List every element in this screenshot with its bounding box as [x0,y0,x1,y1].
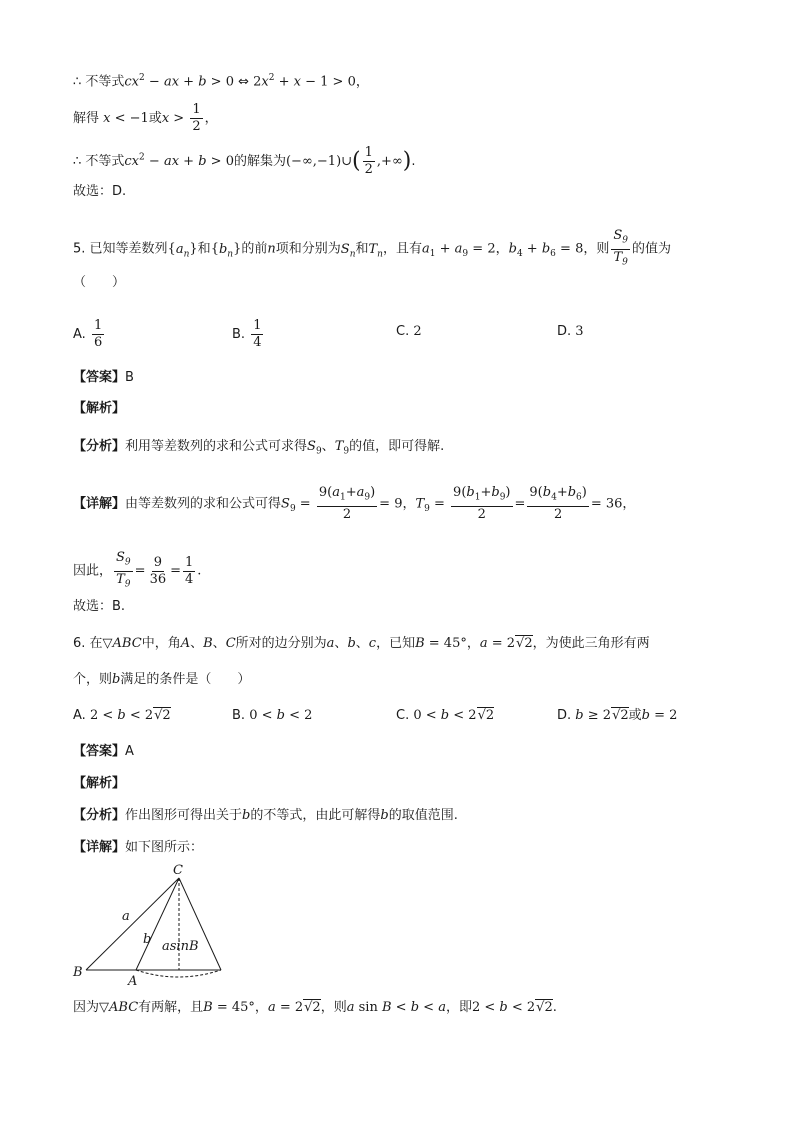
side-c2 [179,878,221,970]
q5-option-a[interactable]: A. $\frac{1}{6}$ [73,318,103,350]
q6-option-b[interactable]: B. 0 < b < 2 [232,708,313,723]
q6-option-a[interactable]: A. 2 < b < 2√2 [73,708,171,723]
q6-fenxi: 【分析】作出图形可得出关于b的不等式，由此可解得b的取值范围. [73,808,458,823]
label-b-vertex: B [73,965,83,980]
arc [136,970,221,977]
q5-answer: 【答案】B [73,370,134,385]
q6-option-c[interactable]: C. 0 < b < 2√2 [396,708,495,723]
q5-option-b[interactable]: B. $\frac{1}{4}$ [232,318,262,350]
solution-line-1: ∴ 不等式$cx^2$ − ax + b > 0 ⇔ $2x^2 + x - 1 > 0$， [73,73,369,90]
solution-line-3: ∴ 不等式$cx^2$ − ax + b > 0的解集为(−∞,−1)∪( $\frac{1}{2}$ ,+∞). [73,145,416,177]
q6-conclusion: 因为▽ABC有两解，且B = 45°，a = 2√2，则a sin B < b < a，即2 < b < 2√2. [73,1000,557,1015]
q5-analysis-tag: 【解析】 [73,401,126,416]
q5-option-d[interactable]: D. 3 [557,324,584,339]
q6-answer: 【答案】A [73,744,134,759]
side-ac [136,878,179,970]
q5-xiangjie: 【详解】由等差数列的求和公式可得$S_9$ = $\frac{9(a_1+a_9)}{2}$ = 9，$T_9$ = $\frac{9(b_1+b_9)}{2}$ = $\frac{9(b_4+b_6)}{2}$ = 36， [73,485,636,522]
question-6-line-2: 个，则b满足的条件是（ ） [73,672,251,687]
label-height: asinB [162,939,199,954]
q6-analysis-tag: 【解析】 [73,776,126,791]
q5-select: 故选：B. [73,599,126,614]
question-5-paren: （ ） [73,275,126,290]
label-a-side: a [122,909,130,924]
label-b-side: b [143,932,152,947]
label-a-vertex: A [128,974,138,988]
solution-line-2: 解得 x < −1或x > $\frac{1}{2}$ ， [73,102,218,134]
q5-therefore: 因此， $\frac{S_9}{T_9}$ = $\frac{9}{36}$ = $\frac{1}{4}$ . [73,550,202,590]
label-c: C [173,863,183,878]
question-5: 5. 已知等差数列$\{a_n\}$和$\{b_n\}$的前n项和分别为$S_n$和$T_n$，且有$a_1 + a_9 = 2$，$b_4 + b_6 = 8$，则 $\frac{S_9}{T_9}$ 的值为 [73,228,672,268]
question-6: 6. 在▽ABC中，角A、B、C所对的边分别为a、b、c，已知B = 45°，a = 2√2，为使此三角形有两 [73,636,650,651]
side-bc [86,878,179,970]
q6-option-d[interactable]: D. b ≥ 2√2或b = 2 [557,708,678,723]
solution-line-4: 故选：D. [73,184,127,199]
q6-xiangjie: 【详解】如下图所示： [73,840,204,855]
q5-fenxi: 【分析】利用等差数列的求和公式可求得$S_9$、$T_9$的值，即可得解. [73,439,445,457]
triangle-figure [66,858,236,988]
q5-option-c[interactable]: C. 2 [396,324,422,339]
